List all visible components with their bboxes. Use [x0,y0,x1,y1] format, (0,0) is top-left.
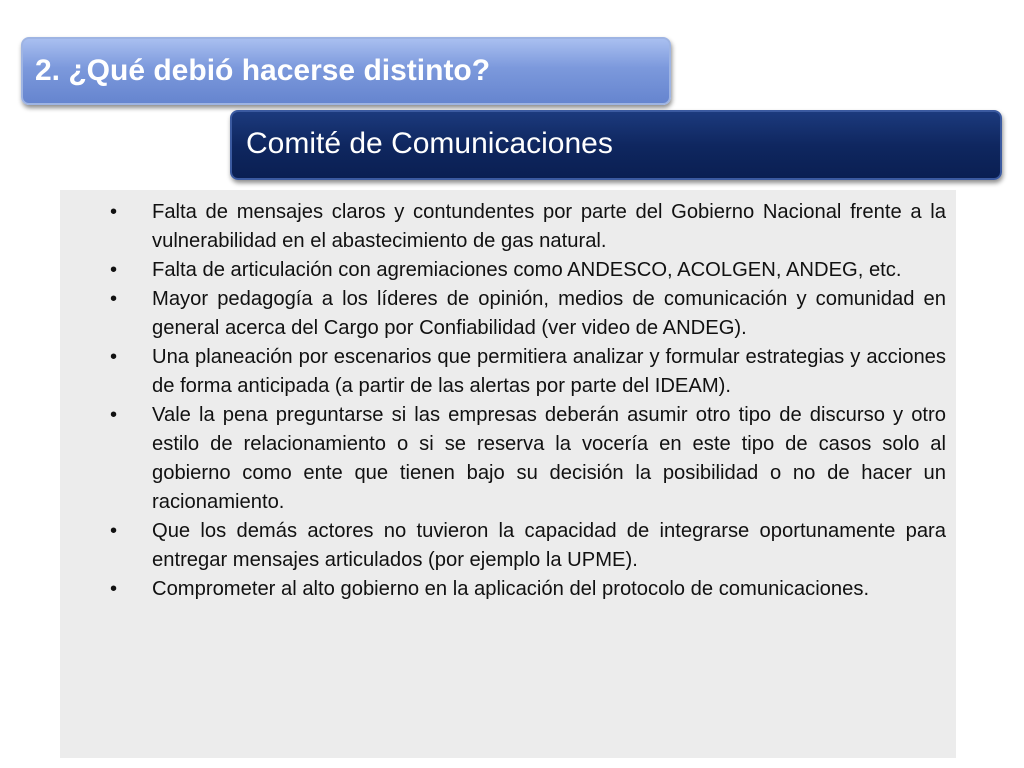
list-item-text: Que los demás actores no tuvieron la capacidad de integrarse oportunamente para entregar mensajes articulados (por ejemplo la UPME). [152,520,946,571]
bullet-list [110,198,946,604]
list-item-text: Falta de mensajes claros y contundentes por parte del Gobierno Nacional frente a la vulnerabilidad en el abastecimiento de gas natural. [152,201,946,252]
bullet-icon: • [110,520,118,542]
slide-title: 2. ¿Qué debió hacerse distinto? [21,37,671,105]
list-item-text: Vale la pena preguntarse si las empresas deberán asumir otro tipo de discurso y otro estilo de relacionamiento o si se reserva la vocería en este tipo de casos solo al gobierno como ente que tienen bajo su decisión la posibilidad o no de hacer un racionamiento. [152,404,946,513]
list-item-text: Mayor pedagogía a los líderes de opinión, medios de comunicación y comunidad en general acerca del Cargo por Confiabilidad (ver video de ANDEG). [152,288,946,339]
list-item [110,343,946,401]
list-item [110,285,946,343]
list-item [110,401,946,517]
bullet-icon: • [110,346,118,368]
list-item [110,256,946,285]
list-item [110,575,946,604]
bullet-icon: • [110,404,118,426]
list-item-text: Comprometer al alto gobierno en la aplicación del protocolo de comunicaciones. [152,578,870,600]
list-item-text: Una planeación por escenarios que permitiera analizar y formular estrategias y acciones de forma anticipada (a partir de las alertas por parte del IDEAM). [152,346,946,397]
list-item [110,198,946,256]
section-subtitle: Comité de Comunicaciones [230,110,1002,180]
list-item-text: Falta de articulación con agremiaciones como ANDESCO, ACOLGEN, ANDEG, etc. [152,259,902,281]
list-item [110,517,946,575]
bullet-icon: • [110,259,118,281]
bullet-icon: • [110,288,118,310]
bullet-icon: • [110,201,118,223]
bullet-icon: • [110,578,118,600]
